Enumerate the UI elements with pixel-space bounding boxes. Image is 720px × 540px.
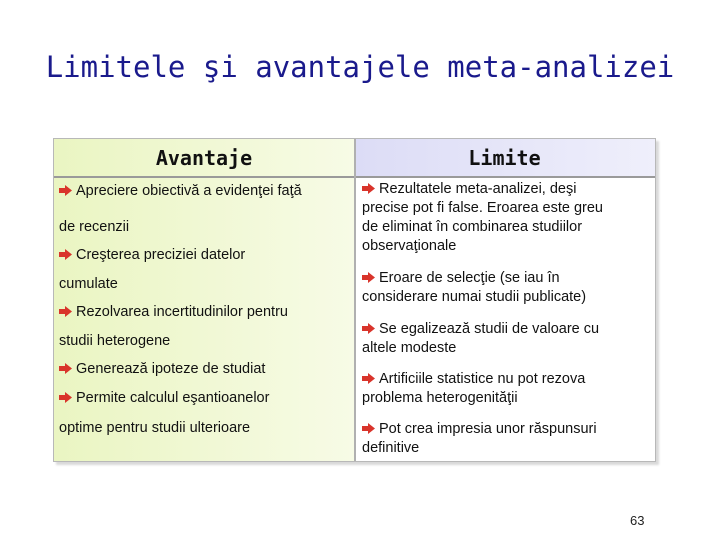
advantage-continuation: cumulate [59, 276, 118, 292]
advantage-item [59, 360, 265, 379]
advantages-header: Avantaje [54, 139, 354, 178]
limit-line: Se egalizează studii de valoare cu [379, 321, 600, 337]
page-number: 63 [630, 513, 645, 528]
slide-title: Limitele şi avantajele meta-analizei [45, 50, 675, 84]
limit-line: observaţionale [362, 238, 457, 254]
advantage-text: Apreciere obiectivă a evidenţei faţă [76, 183, 302, 199]
limit-line: Artificiile statistice nu pot rezova [379, 371, 586, 387]
advantage-item [59, 246, 245, 265]
limits-header: Limite [354, 139, 655, 178]
limit-item [362, 420, 597, 458]
limit-line: precise pot fi false. Eroarea este greu [362, 200, 603, 216]
advantage-text: Creşterea preciziei datelor [76, 247, 246, 263]
arrow-bullet-icon [59, 392, 72, 403]
arrow-bullet-icon [362, 272, 375, 283]
arrow-bullet-icon [59, 185, 72, 196]
arrow-bullet-icon [362, 373, 375, 384]
limit-item [362, 370, 585, 408]
arrow-bullet-icon [59, 363, 72, 374]
advantage-item [59, 182, 302, 201]
limit-line: Rezultatele meta-analizei, deşi [379, 181, 577, 197]
arrow-bullet-icon [59, 249, 72, 260]
advantage-text: Permite calculul eşantioanelor [76, 390, 270, 406]
limit-line: problema heterogenităţii [362, 390, 518, 406]
limit-line: considerare numai studii publicate) [362, 289, 587, 305]
advantage-continuation: optime pentru studii ulterioare [59, 420, 251, 436]
advantage-item [59, 303, 288, 322]
limit-item [362, 180, 603, 256]
comparison-table [53, 138, 656, 462]
limit-line: Eroare de selecţie (se iau în [379, 270, 560, 286]
column-divider [354, 139, 356, 461]
limit-line: altele modeste [362, 340, 457, 356]
limit-line: Pot crea impresia unor răspunsuri [379, 421, 597, 437]
limit-item [362, 269, 586, 307]
limit-line: de eliminat în combinarea studiilor [362, 219, 583, 235]
advantage-text: Generează ipoteze de studiat [76, 361, 266, 377]
advantage-text: Rezolvarea incertitudinilor pentru [76, 304, 288, 320]
arrow-bullet-icon [362, 183, 375, 194]
advantage-continuation: de recenzii [59, 219, 130, 235]
arrow-bullet-icon [362, 423, 375, 434]
arrow-bullet-icon [59, 306, 72, 317]
arrow-bullet-icon [362, 323, 375, 334]
limit-item [362, 320, 599, 358]
limit-line: definitive [362, 440, 420, 456]
advantage-item [59, 389, 269, 408]
advantage-continuation: studii heterogene [59, 333, 171, 349]
